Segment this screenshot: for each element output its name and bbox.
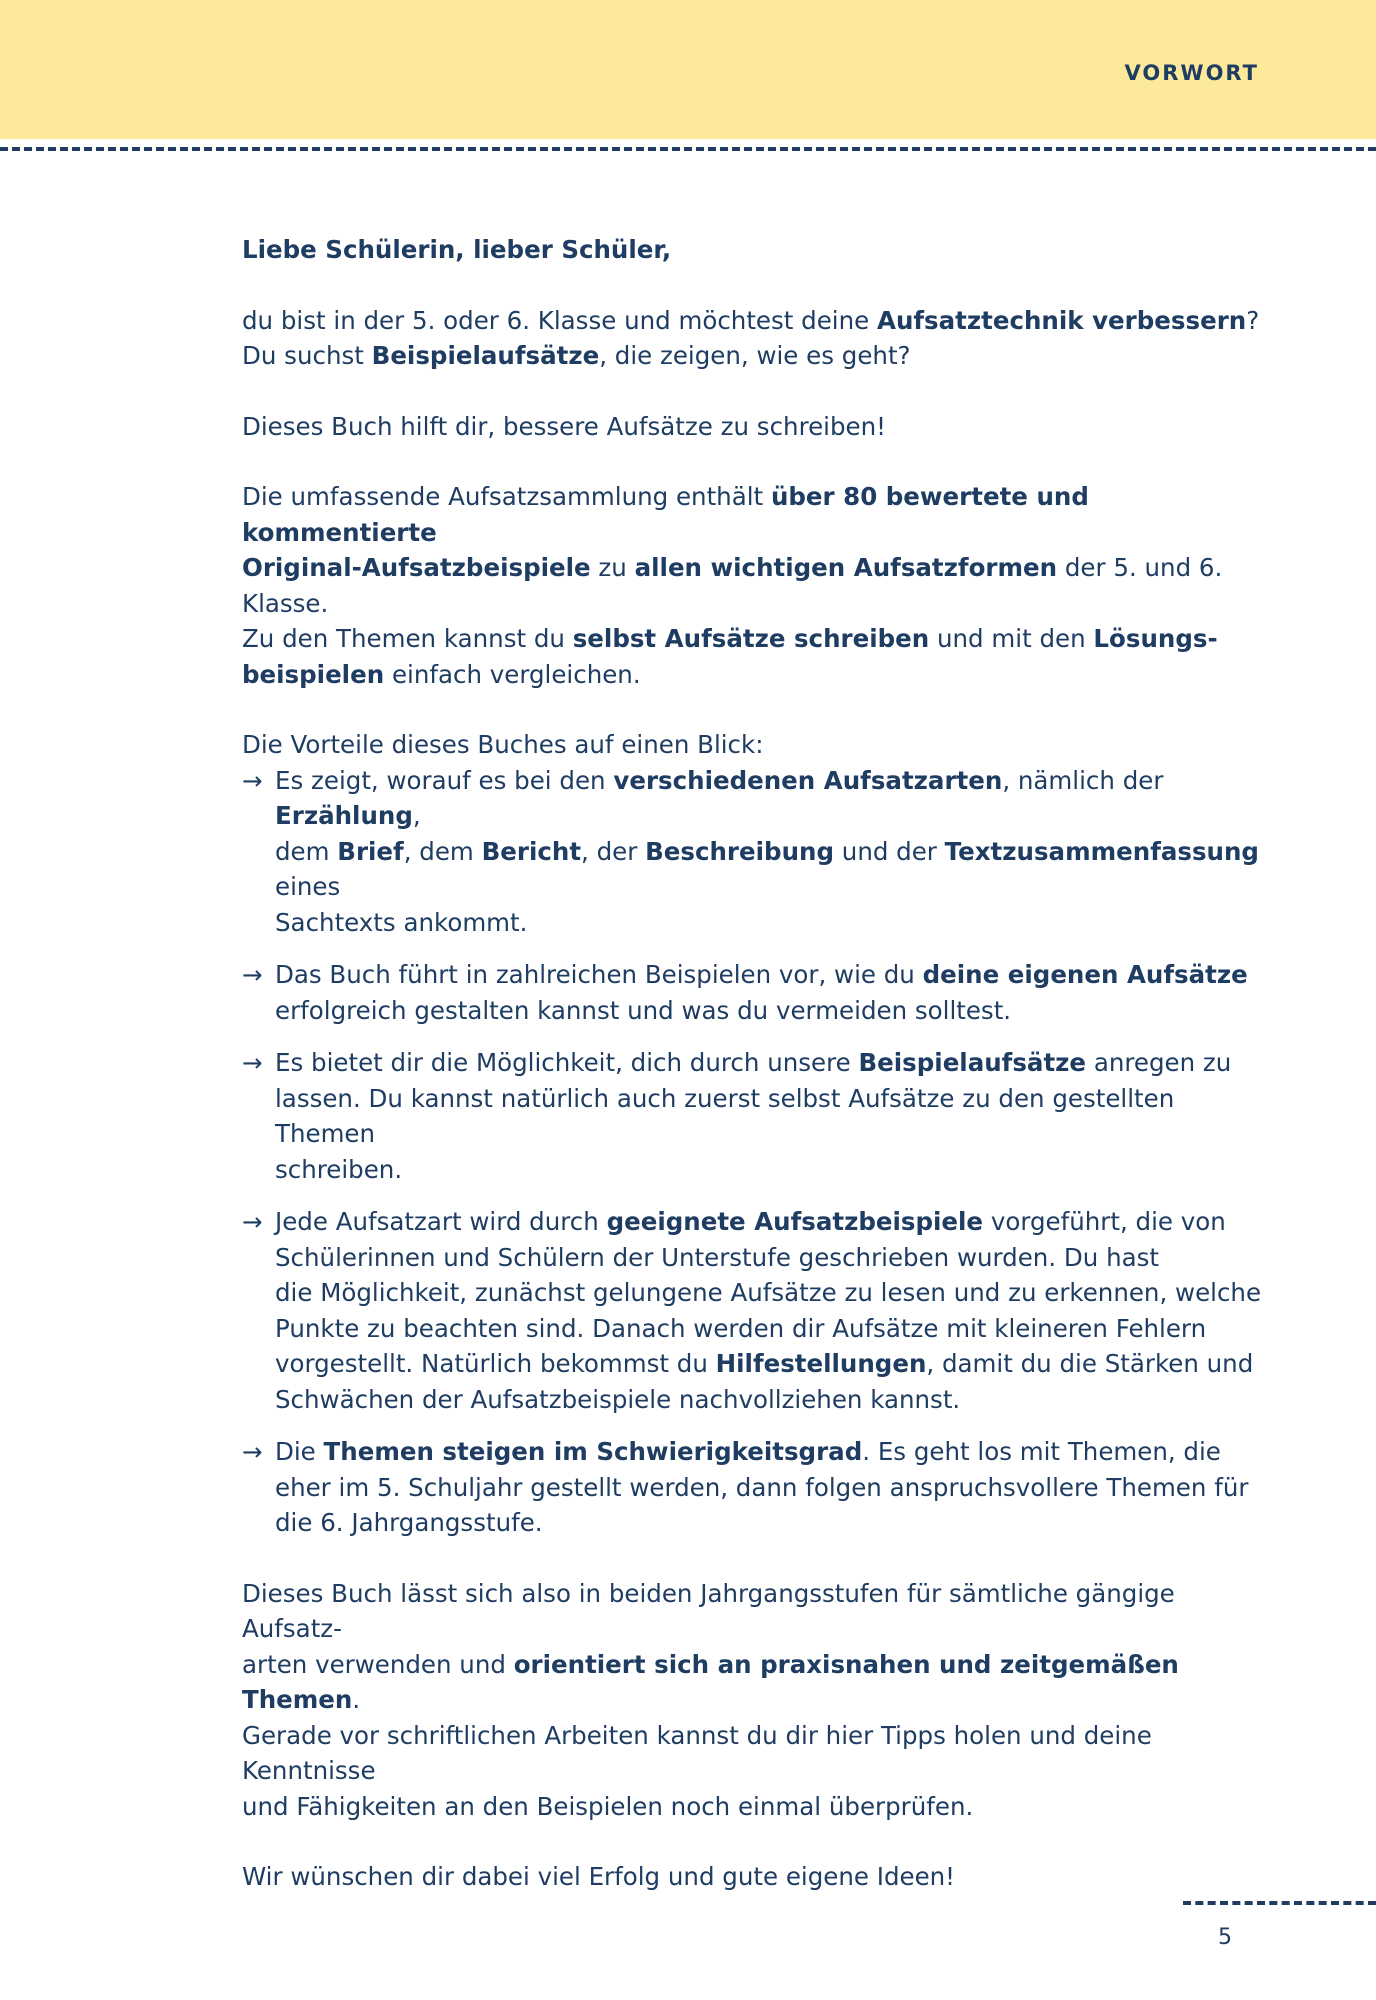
text-run: Punkte zu beachten sind. Danach werden dir Aufsätze mit kleineren Fehlern <box>275 1313 1207 1343</box>
paragraph-usage <box>242 1576 1282 1825</box>
emphasis: Beispielaufsätze <box>858 1048 1087 1077</box>
salutation: Liebe Schülerin, lieber Schüler, <box>242 235 672 264</box>
text-run: vorgeführt, die von <box>983 1207 1226 1236</box>
emphasis: allen wichtigen Aufsatzformen <box>634 553 1058 582</box>
emphasis: beispielen <box>242 659 385 689</box>
arrow-right-icon: → <box>242 960 263 989</box>
emphasis: über 80 bewertete und kommentierte <box>242 482 1089 547</box>
text-run: vorgestellt. Natürlich bekommst du <box>275 1349 716 1378</box>
text-run: , der <box>581 836 646 866</box>
closing-line: Wir wünschen dir dabei viel Erfolg und gute eigene Ideen! <box>242 1862 956 1891</box>
emphasis: Textzusammenfassung <box>944 836 1259 866</box>
arrow-right-icon: → <box>242 765 263 795</box>
text-run: , nämlich der <box>1002 765 1164 795</box>
footer-dashed-divider <box>1183 1901 1376 1905</box>
advantages-list <box>242 763 1282 1541</box>
text-run: anregen zu <box>1086 1048 1232 1077</box>
header-dashed-divider <box>0 147 1376 151</box>
list-item <box>242 1204 1282 1417</box>
text-run: lassen. Du kannst natürlich auch zuerst selbst Aufsätze zu den gestellten Themen <box>275 1083 1175 1148</box>
text-run: Jede Aufsatzart wird durch <box>275 1207 607 1236</box>
text-run: Es bietet dir die Möglichkeit, dich durch unsere <box>275 1048 859 1077</box>
arrow-right-icon: → <box>242 1207 263 1236</box>
text-run: eines <box>275 872 341 901</box>
text-run: Dieses Buch lässt sich also in beiden Jahrgangsstufen für sämtliche gängige Aufsatz- <box>242 1578 1175 1643</box>
emphasis: Beispielaufsätze <box>371 341 600 370</box>
text-run: , damit du die Stärken und <box>926 1349 1254 1378</box>
paragraph-purpose: Dieses Buch hilft dir, bessere Aufsätze zu schreiben! <box>242 411 886 441</box>
text-run: Die <box>275 1437 324 1466</box>
emphasis: orientiert sich an praxisnahen und zeitgemäßen Themen <box>242 1649 1179 1714</box>
list-item <box>242 957 1282 1028</box>
foreword-body <box>242 232 1282 1895</box>
text-run: Schülerinnen und Schülern der Unterstufe geschrieben wurden. Du hast <box>275 1242 1159 1272</box>
text-run: schreiben. <box>275 1154 403 1184</box>
list-item <box>242 1045 1282 1187</box>
text-run: Du suchst <box>242 341 372 370</box>
text-run: , die zeigen, wie es geht? <box>599 341 911 370</box>
text-run: du bist in der 5. oder 6. Klasse und möchtest deine <box>242 305 877 335</box>
text-run: , <box>412 801 421 830</box>
paragraph-intro <box>242 303 1282 374</box>
text-run: die Möglichkeit, zunächst gelungene Aufsätze zu lesen und zu erkennen, welche <box>275 1278 1262 1307</box>
text-run: einfach vergleichen. <box>384 659 641 689</box>
text-run: Das Buch führt in zahlreichen Beispielen vor, wie du <box>275 960 923 989</box>
emphasis: Themen steigen im Schwierigkeitsgrad <box>323 1437 863 1466</box>
text-run: . <box>352 1685 361 1714</box>
text-run: der 5. und 6. Klasse. <box>242 553 1223 618</box>
emphasis: Aufsatztechnik verbessern <box>876 305 1247 335</box>
emphasis: Beschreibung <box>645 836 834 866</box>
arrow-right-icon: → <box>242 1048 263 1077</box>
paragraph-collection <box>242 479 1282 692</box>
text-run: . Es geht los mit Themen, die <box>862 1437 1221 1466</box>
emphasis: geeignete Aufsatzbeispiele <box>606 1207 984 1236</box>
emphasis: Bericht <box>481 836 582 866</box>
text-run: und der <box>834 836 945 866</box>
emphasis: Hilfestellungen <box>715 1349 927 1378</box>
emphasis: selbst Aufsätze schreiben <box>572 624 930 653</box>
text-run: Zu den Themen kannst du <box>242 624 573 653</box>
text-run: eher im 5. Schuljahr gestellt werden, dann folgen anspruchsvollere Themen für <box>275 1472 1249 1502</box>
section-title: VORWORT <box>1124 61 1259 85</box>
text-run: Schwächen der Aufsatzbeispiele nachvollziehen kannst. <box>275 1384 961 1414</box>
text-run: ? <box>1246 305 1260 335</box>
page-number: 5 <box>1218 1925 1232 1950</box>
advantages-intro: Die Vorteile dieses Buches auf einen Blick: <box>242 730 764 759</box>
text-run: dem <box>275 836 338 866</box>
text-run: und mit den <box>929 624 1094 653</box>
emphasis: Erzählung <box>275 801 413 830</box>
page-header-band <box>0 0 1376 139</box>
list-item <box>242 1434 1282 1541</box>
emphasis: deine eigenen Aufsätze <box>922 960 1248 989</box>
text-run: zu <box>590 553 635 582</box>
text-run: und Fähigkeiten an den Beispielen noch einmal überprüfen. <box>242 1791 974 1821</box>
emphasis: verschiedenen Aufsatzarten <box>613 765 1003 795</box>
text-run: erfolgreich gestalten kannst und was du vermeiden solltest. <box>275 995 1012 1025</box>
emphasis: Lösungs- <box>1093 624 1218 653</box>
text-run: Sachtexts ankommt. <box>275 907 528 937</box>
text-run: Die umfassende Aufsatzsammlung enthält <box>242 482 771 511</box>
text-run: , dem <box>403 836 482 866</box>
text-run: Es zeigt, worauf es bei den <box>275 765 614 795</box>
text-run: arten verwenden und <box>242 1649 514 1679</box>
arrow-right-icon: → <box>242 1437 263 1466</box>
text-run: Gerade vor schriftlichen Arbeiten kannst du dir hier Tipps holen und deine Kenntnisse <box>242 1720 1152 1785</box>
emphasis: Original-Aufsatzbeispiele <box>242 553 591 582</box>
emphasis: Brief <box>337 836 404 866</box>
text-run: die 6. Jahrgangsstufe. <box>275 1508 543 1537</box>
list-item <box>242 763 1282 941</box>
